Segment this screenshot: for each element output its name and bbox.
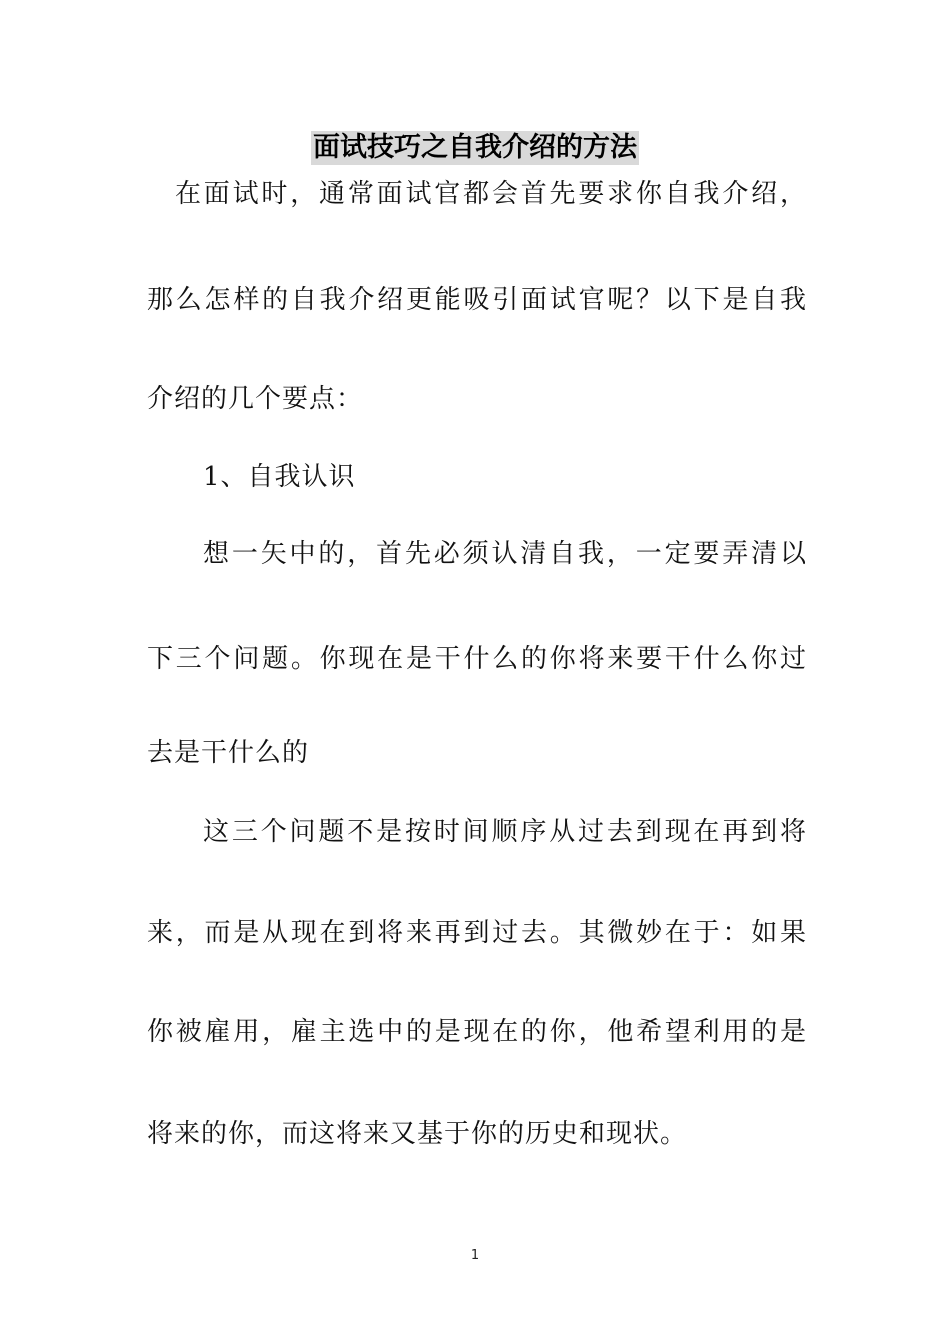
paragraph-line-2: 那么怎样的自我介绍更能吸引面试官呢？以下是自我: [147, 285, 807, 315]
paragraph-line-4: 想一矢中的，首先必须认清自我，一定要弄清以: [203, 539, 807, 569]
document-title: 面试技巧之自我介绍的方法: [313, 132, 637, 163]
paragraph-line-8: 来，而是从现在到将来再到过去。其微妙在于：如果: [147, 918, 807, 948]
paragraph-line-7: 这三个问题不是按时间顺序从过去到现在再到将: [203, 817, 807, 847]
paragraph-line-6: 去是干什么的: [147, 738, 310, 768]
paragraph-line-1: 在面试时，通常面试官都会首先要求你自我介绍，: [175, 179, 807, 209]
section-heading-1: 1、自我认识: [203, 462, 356, 492]
paragraph-line-10: 将来的你，而这将来又基于你的历史和现状。: [147, 1119, 688, 1149]
paragraph-line-3: 介绍的几个要点：: [147, 384, 364, 414]
paragraph-line-5: 下三个问题。你现在是干什么的你将来要干什么你过: [147, 644, 807, 674]
page-number: 1: [470, 1248, 480, 1263]
paragraph-line-9: 你被雇用，雇主选中的是现在的你，他希望利用的是: [147, 1017, 807, 1047]
title-container: [0, 131, 950, 165]
